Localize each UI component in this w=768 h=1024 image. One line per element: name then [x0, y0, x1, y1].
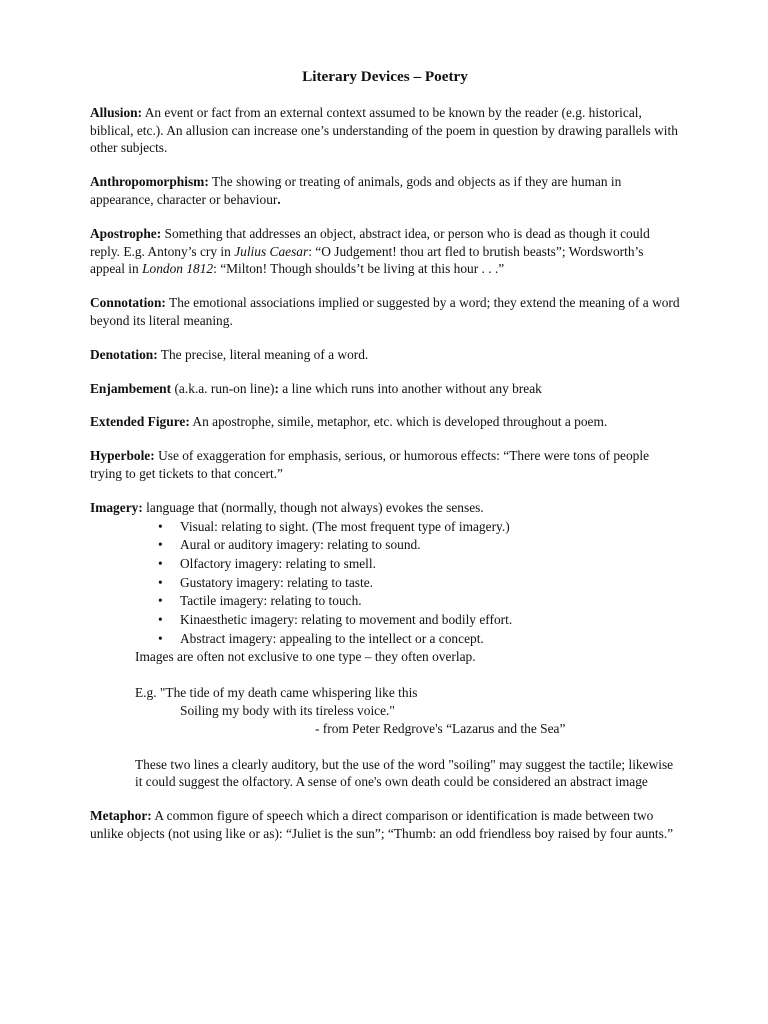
entry-extended-figure	[90, 413, 680, 431]
list-item: • Abstract imagery: appealing to the intellect or a concept.	[158, 630, 680, 649]
bullet-icon: •	[158, 612, 163, 628]
term-connotation: Connotation:	[90, 295, 166, 311]
page-title: Literary Devices – Poetry	[302, 68, 468, 85]
term-apostrophe: Apostrophe:	[90, 225, 162, 241]
example-quote-line-2: Soiling my body with its tireless voice."	[180, 703, 395, 719]
example-quote-source: - from Peter Redgrove's “Lazarus and the Sea”	[315, 720, 566, 736]
entry-imagery	[90, 499, 680, 792]
list-item: • Visual: relating to sight. (The most frequent type of imagery.)	[158, 518, 680, 537]
entry-allusion	[90, 104, 680, 157]
bullet-icon: •	[158, 574, 163, 590]
definition-metaphor: A common figure of speech which a direct comparison or identification is made between two unlike objects (not using like or as): “Juliet is the sun”; “Thumb: an odd friendless boy raised by four aunts.”	[90, 808, 674, 842]
bullet-icon: •	[158, 593, 163, 609]
list-item: • Kinaesthetic imagery: relating to movement and bodily effort.	[158, 611, 680, 630]
bullet-icon: •	[158, 518, 163, 534]
work-title-julius-caesar: Julius Caesar	[234, 243, 309, 259]
bullet-icon: •	[158, 555, 163, 571]
definition-imagery: language that (normally, though not always) evokes the senses.	[142, 499, 484, 515]
imagery-types-list	[90, 518, 680, 649]
definition-apostrophe-part1: Something that addresses an object, abstract idea, or person who is dead as though it could reply. E.g. Antony’s cry in	[90, 225, 650, 259]
bullet-icon: •	[158, 630, 163, 646]
imagery-analysis: These two lines a clearly auditory, but the use of the word "soiling" may suggest the tactile; likewise it could suggest the olfactory. A sense of one's own death could be considered an abstract image	[135, 756, 674, 790]
term-imagery: Imagery:	[90, 499, 143, 515]
definition-connotation: The emotional associations implied or suggested by a word; they extend the meaning of a word beyond its literal meaning.	[90, 295, 680, 328]
term-enjambement: Enjambement	[90, 380, 172, 396]
term-anthropomorphism: Anthropomorphism:	[90, 174, 209, 190]
definition-apostrophe-part2: : “O Judgement! thou art fled to brutish beasts”; Wordsworth’s appeal in	[90, 243, 644, 277]
definition-anthropomorphism: The showing or treating of animals, gods and objects as if they are human in appearance, character or behaviour	[90, 174, 622, 207]
term-denotation: Denotation:	[90, 346, 158, 362]
entry-anthropomorphism	[90, 173, 680, 209]
imagery-overlap-note: Images are often not exclusive to one type – they often overlap.	[135, 649, 476, 665]
enjambement-alias: (a.k.a. run-on line)	[171, 380, 275, 396]
term-metaphor: Metaphor:	[90, 808, 152, 824]
definition-apostrophe-part3: : “Milton! Though shoulds’t be living at this hour . . .”	[213, 261, 505, 277]
list-item: • Olfactory imagery: relating to smell.	[158, 555, 680, 574]
list-item: • Aural or auditory imagery: relating to sound.	[158, 536, 680, 555]
list-item: • Tactile imagery: relating to touch.	[158, 592, 680, 611]
entry-denotation	[90, 346, 680, 364]
definition-hyperbole: Use of exaggeration for emphasis, serious, or humorous effects: “There were tons of people trying to get tickets to that concert.”	[90, 448, 650, 481]
definition-allusion: An event or fact from an external context assumed to be known by the reader (e.g. historical, biblical, etc.). An allusion can increase one’s understanding of the poem in question by drawing parallels with other subjects.	[90, 104, 678, 156]
definition-anthropomorphism-period: .	[277, 191, 281, 207]
entry-connotation	[90, 294, 680, 330]
definition-extended-figure: An apostrophe, simile, metaphor, etc. which is developed throughout a poem.	[189, 414, 608, 430]
bullet-icon: •	[158, 537, 163, 553]
term-allusion: Allusion:	[90, 104, 143, 120]
list-item: • Gustatory imagery: relating to taste.	[158, 574, 680, 593]
example-quote-line-1: E.g. "The tide of my death came whispering like this	[135, 685, 418, 701]
entry-metaphor	[90, 807, 680, 843]
document-page	[90, 68, 680, 859]
term-hyperbole: Hyperbole:	[90, 448, 155, 464]
entry-enjambement	[90, 380, 680, 398]
entry-hyperbole	[90, 447, 680, 483]
entry-apostrophe	[90, 225, 680, 278]
definition-denotation: The precise, literal meaning of a word.	[157, 346, 369, 362]
definition-enjambement: a line which runs into another without any break	[278, 380, 542, 396]
work-title-london-1812: London 1812	[142, 261, 214, 277]
term-extended-figure: Extended Figure:	[90, 414, 190, 430]
enjambement-colon: :	[274, 380, 279, 396]
